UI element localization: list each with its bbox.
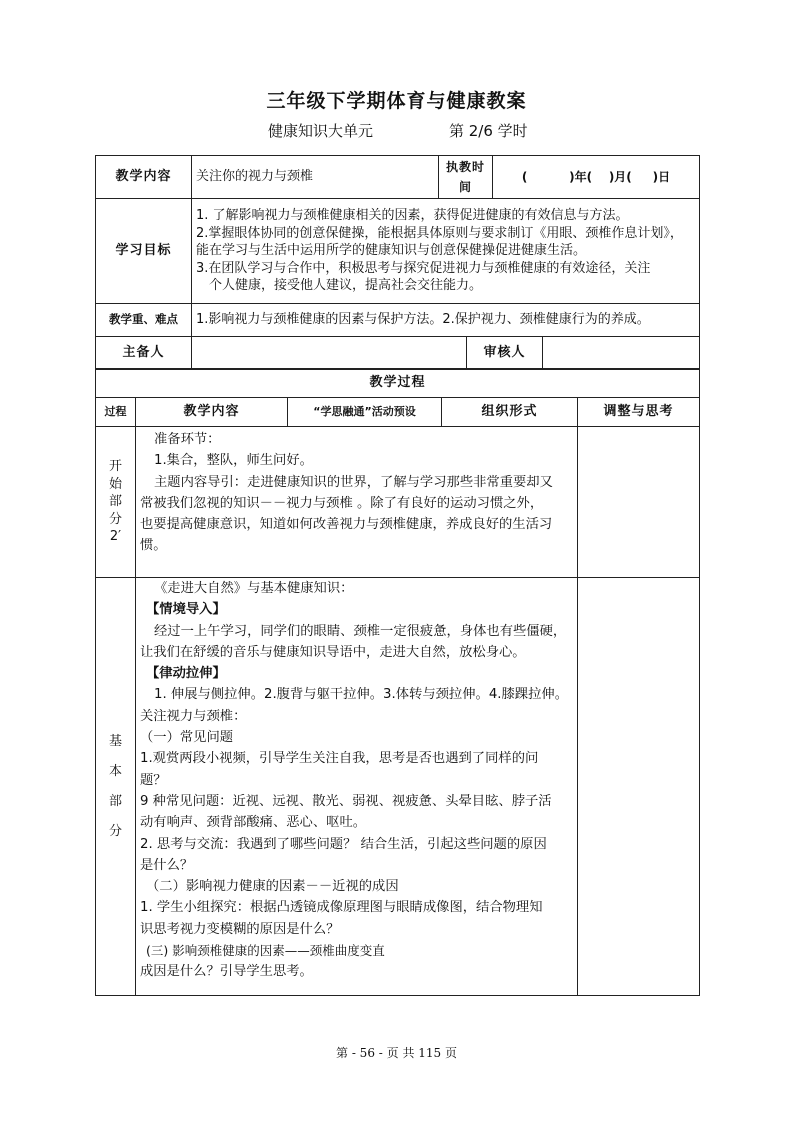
stage-char: 始: [108, 476, 122, 492]
col-organization-header: 组织形式: [442, 398, 578, 427]
content-line: 动有响声、颈背部酸痛、恶心、呕吐。: [140, 815, 367, 831]
basic-stage-label: [96, 578, 136, 996]
content-line: 识思考视力变模糊的原因是什么？: [140, 921, 340, 937]
goal-line: 1. 了解影响视力与颈椎健康相关的因素，获得促进健康的有效信息与方法。: [196, 208, 629, 224]
col-content-header: 教学内容: [136, 398, 288, 427]
date-label: 执教时间: [439, 156, 493, 199]
goal-line: 个人健康，接受他人建议，提高社会交往能力。: [209, 278, 483, 294]
teaching-process-table: [95, 368, 700, 996]
opening-content: [136, 427, 578, 578]
content-line: 1.集合，整队，师生问好。: [154, 453, 313, 469]
content-line: 让我们在舒缓的音乐与健康知识导语中，走进大自然，放松身心。: [140, 644, 526, 660]
content-label: 教学内容: [96, 156, 192, 199]
content-line: 1. 伸展与侧拉伸。2.腹背与躯干拉伸。3.体转与颈拉伸。4.膝踝拉伸。: [154, 687, 568, 703]
col-reflection-header: 调整与思考: [578, 398, 700, 427]
content-line: 关注视力与颈椎：: [140, 708, 247, 724]
document-title: 三年级下学期体育与健康教案: [266, 90, 527, 112]
content-line: 1.观赏两段小视频，引导学生关注自我，思考是否也遇到了同样的问: [140, 751, 539, 767]
lesson-number: 第 2/6 学时: [449, 122, 528, 140]
stage-char: 部: [108, 494, 122, 510]
preparer-value: [192, 337, 467, 370]
content-line: (三) 影响颈椎健康的因素——颈椎曲度变直: [146, 943, 385, 959]
content-line: 9 种常见问题：近视、远视、散光、弱视、视疲惫、头晕目眩、脖子活: [140, 793, 552, 809]
content-line: 1. 学生小组探究：根据凸透镜成像原理图与眼睛成像图，结合物理知: [140, 900, 543, 916]
stage-char: 部: [108, 793, 122, 809]
process-title: 教学过程: [96, 369, 700, 398]
key-points-value: 1.影响视力与颈椎健康的因素与保护方法。2.保护视力、颈椎健康行为的养成。: [192, 304, 700, 337]
content-line: 题？: [140, 772, 167, 788]
content-value: 关注你的视力与颈椎: [192, 156, 439, 199]
stage-char: 分: [108, 823, 122, 839]
content-line: （一）常见问题: [140, 730, 234, 746]
stage-char: 分: [108, 511, 122, 527]
content-line: 经过一上午学习，同学们的眼睛、颈椎一定很疲惫，身体也有些僵硬，: [154, 623, 567, 639]
stage-char: 基: [108, 733, 122, 749]
opening-reflection: [578, 427, 700, 578]
basic-reflection: [578, 578, 700, 996]
goals-label: 学习目标: [96, 199, 192, 304]
content-line: 【情境导入】: [146, 602, 226, 618]
content-line: 是什么？: [140, 857, 194, 873]
content-line: 2. 思考与交流：我遇到了哪些问题？ 结合生活，引起这些问题的原因: [140, 836, 547, 852]
stage-char: 2′: [109, 529, 122, 545]
key-points-label: 教学重、难点: [96, 304, 192, 337]
content-line: 准备环节：: [154, 432, 221, 447]
reviewer-value: [543, 337, 700, 370]
goal-line: 能在学习与生活中运用所学的健康知识与创意保健操促进健康生活。: [196, 243, 587, 259]
reviewer-label: 审核人: [467, 337, 543, 370]
goals-text: [192, 199, 700, 304]
preparer-label: 主备人: [96, 337, 192, 370]
col-stage-header: 过程: [96, 398, 136, 427]
date-value: ( )年( )月( )日: [493, 156, 700, 199]
basic-content: [136, 578, 578, 996]
lesson-header-table: [95, 155, 700, 370]
opening-stage-label: [96, 427, 136, 578]
stage-char: 开: [108, 459, 122, 475]
stage-char: 本: [108, 763, 122, 779]
content-line: 《走进大自然》与基本健康知识：: [154, 581, 354, 596]
col-activity-header: “学思融通”活动预设: [288, 398, 442, 427]
content-line: 惯。: [140, 538, 167, 554]
content-line: 也要提高健康意识，知道如何改善视力与颈椎健康，养成良好的生活习: [140, 517, 553, 533]
page-footer: 第 - 56 - 页 共 115 页: [336, 1046, 457, 1060]
content-line: 【律动拉伸】: [146, 666, 226, 682]
goal-line: 2.掌握眼体协同的创意保健操，能根据具体原则与要求制订《用眼、颈椎作息计划》，: [196, 225, 683, 241]
content-line: 常被我们忽视的知识－－视力与颈椎 。除了有良好的运动习惯之外，: [140, 495, 544, 511]
unit-name: 健康知识大单元: [268, 122, 374, 140]
content-line: 成因是什么？引导学生思考。: [140, 964, 313, 980]
content-line: 主题内容导引：走进健康知识的世界，了解与学习那些非常重要却又: [154, 474, 553, 490]
content-line: （二）影响视力健康的因素－－近视的成因: [146, 879, 399, 895]
goal-line: 3.在团队学习与合作中，积极思考与探究促进视力与颈椎健康的有效途径，关注: [196, 260, 651, 276]
